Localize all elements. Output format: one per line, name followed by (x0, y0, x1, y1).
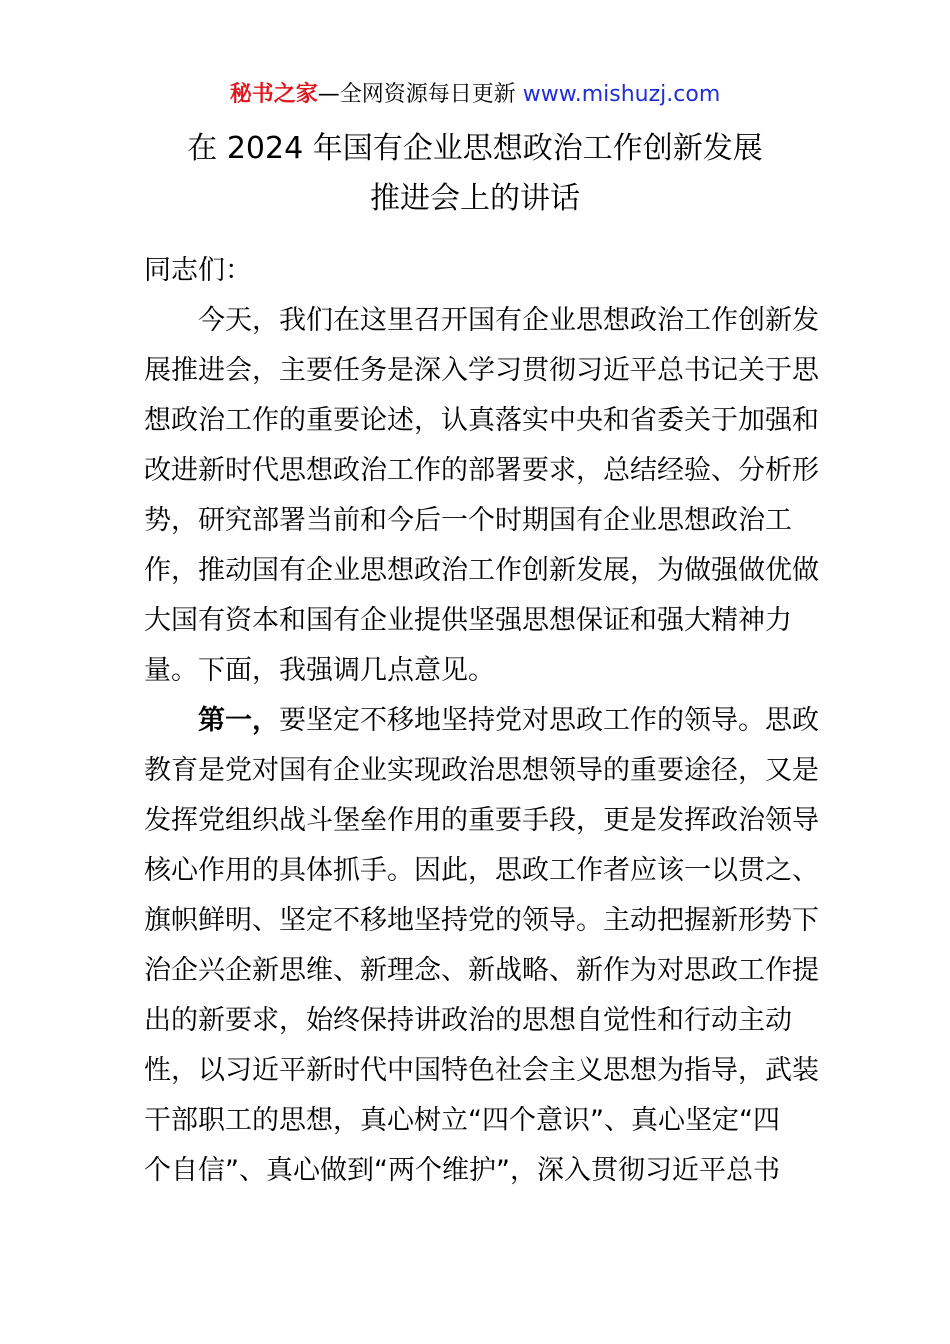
paragraph-line: 发挥党组织战斗堡垒作用的重要手段，更是发挥政治领导 (144, 805, 819, 836)
paragraph-line: 旗帜鲜明、坚定不移地坚持党的领导。主动把握新形势下 (144, 905, 819, 936)
paragraph-line: 性，以习近平新时代中国特色社会主义思想为指导，武装 (144, 1055, 819, 1086)
brand-name: 秘书之家 (229, 82, 318, 107)
salutation: 同志们： (144, 255, 252, 286)
title-line-1: 在 2024 年国有企业思想政治工作创新发展 (187, 131, 763, 166)
title-line-2: 推进会上的讲话 (370, 181, 580, 216)
paragraph-line: 改进新时代思想政治工作的部署要求，总结经验、分析形 (144, 455, 819, 486)
document-body (144, 246, 819, 1196)
paragraph-line: 出的新要求，始终保持讲政治的思想自觉性和行动主动 (144, 1005, 792, 1036)
site-header (0, 78, 950, 112)
document-title (0, 124, 950, 224)
paragraph-line: 量。下面，我强调几点意见。 (144, 655, 495, 686)
paragraph-line: 教育是党对国有企业实现政治思想领导的重要途径，又是 (144, 755, 819, 786)
paragraph-line: 展推进会，主要任务是深入学习贯彻习近平总书记关于思 (144, 355, 819, 386)
paragraph-line: 作，推动国有企业思想政治工作创新发展，为做强做优做 (144, 555, 819, 586)
site-url-link[interactable]: www.mishuzj.com (522, 82, 721, 107)
paragraph-line: 大国有资本和国有企业提供坚强思想保证和强大精神力 (144, 605, 792, 636)
paragraph-line: 今天，我们在这里召开国有企业思想政治工作创新发 (198, 305, 819, 336)
paragraph-line: 干部职工的思想，真心树立“四个意识”、真心坚定“四 (144, 1105, 780, 1136)
paragraph-line: 想政治工作的重要论述，认真落实中央和省委关于加强和 (144, 405, 819, 436)
paragraph-line: 核心作用的具体抓手。因此，思政工作者应该一以贯之、 (144, 855, 819, 886)
point-one-text: 要坚定不移地坚持党对思政工作的领导。思政 (279, 705, 819, 736)
paragraph-line: 势，研究部署当前和今后一个时期国有企业思想政治工 (144, 505, 792, 536)
point-one-label: 第一， (198, 705, 279, 736)
header-tagline: —全网资源每日更新 (317, 82, 523, 107)
point-one-heading-line (144, 696, 819, 746)
paragraph-line: 治企兴企新思维、新理念、新战略、新作为对思政工作提 (144, 955, 819, 986)
paragraph-line: 个自信”、真心做到“两个维护”，深入贯彻习近平总书 (144, 1155, 780, 1186)
